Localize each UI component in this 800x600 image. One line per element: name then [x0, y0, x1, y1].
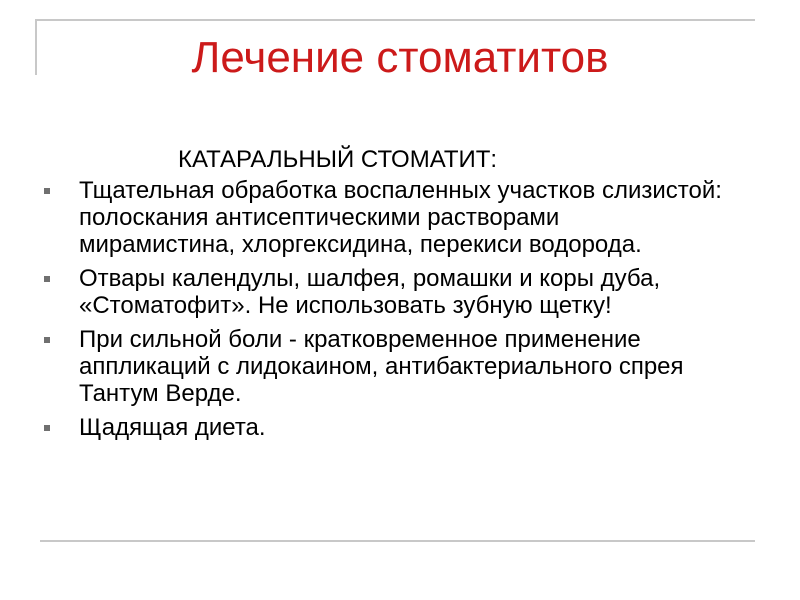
bullet-text: При сильной боли - кратковременное применение аппликаций с лидокаином, антибактериального спрея Тантум Верде.	[79, 326, 684, 407]
frame-bottom-line	[40, 540, 755, 542]
bullet-text: Отвары календулы, шалфея, ромашки и коры дуба, «Стоматофит». Не использовать зубную щетку!	[79, 265, 661, 319]
slide-title: Лечение стоматитов	[191, 33, 609, 82]
bullet-list	[42, 177, 722, 448]
section-subheading: КАТАРАЛЬНЫЙ СТОМАТИТ:	[178, 146, 498, 173]
bullet-item	[42, 265, 722, 319]
bullet-text: Тщательная обработка воспаленных участков слизистой: полоскания антисептическими растворами мирамистина, хлоргексидина, перекиси водорода.	[79, 177, 722, 258]
bullet-text: Щадящая диета.	[79, 414, 266, 441]
bullet-item	[42, 326, 722, 407]
square-bullet-icon	[44, 276, 50, 282]
frame-top-line	[35, 19, 755, 21]
square-bullet-icon	[44, 337, 50, 343]
square-bullet-icon	[44, 188, 50, 194]
bullet-item	[42, 177, 722, 258]
square-bullet-icon	[44, 425, 50, 431]
bullet-item	[42, 414, 722, 441]
